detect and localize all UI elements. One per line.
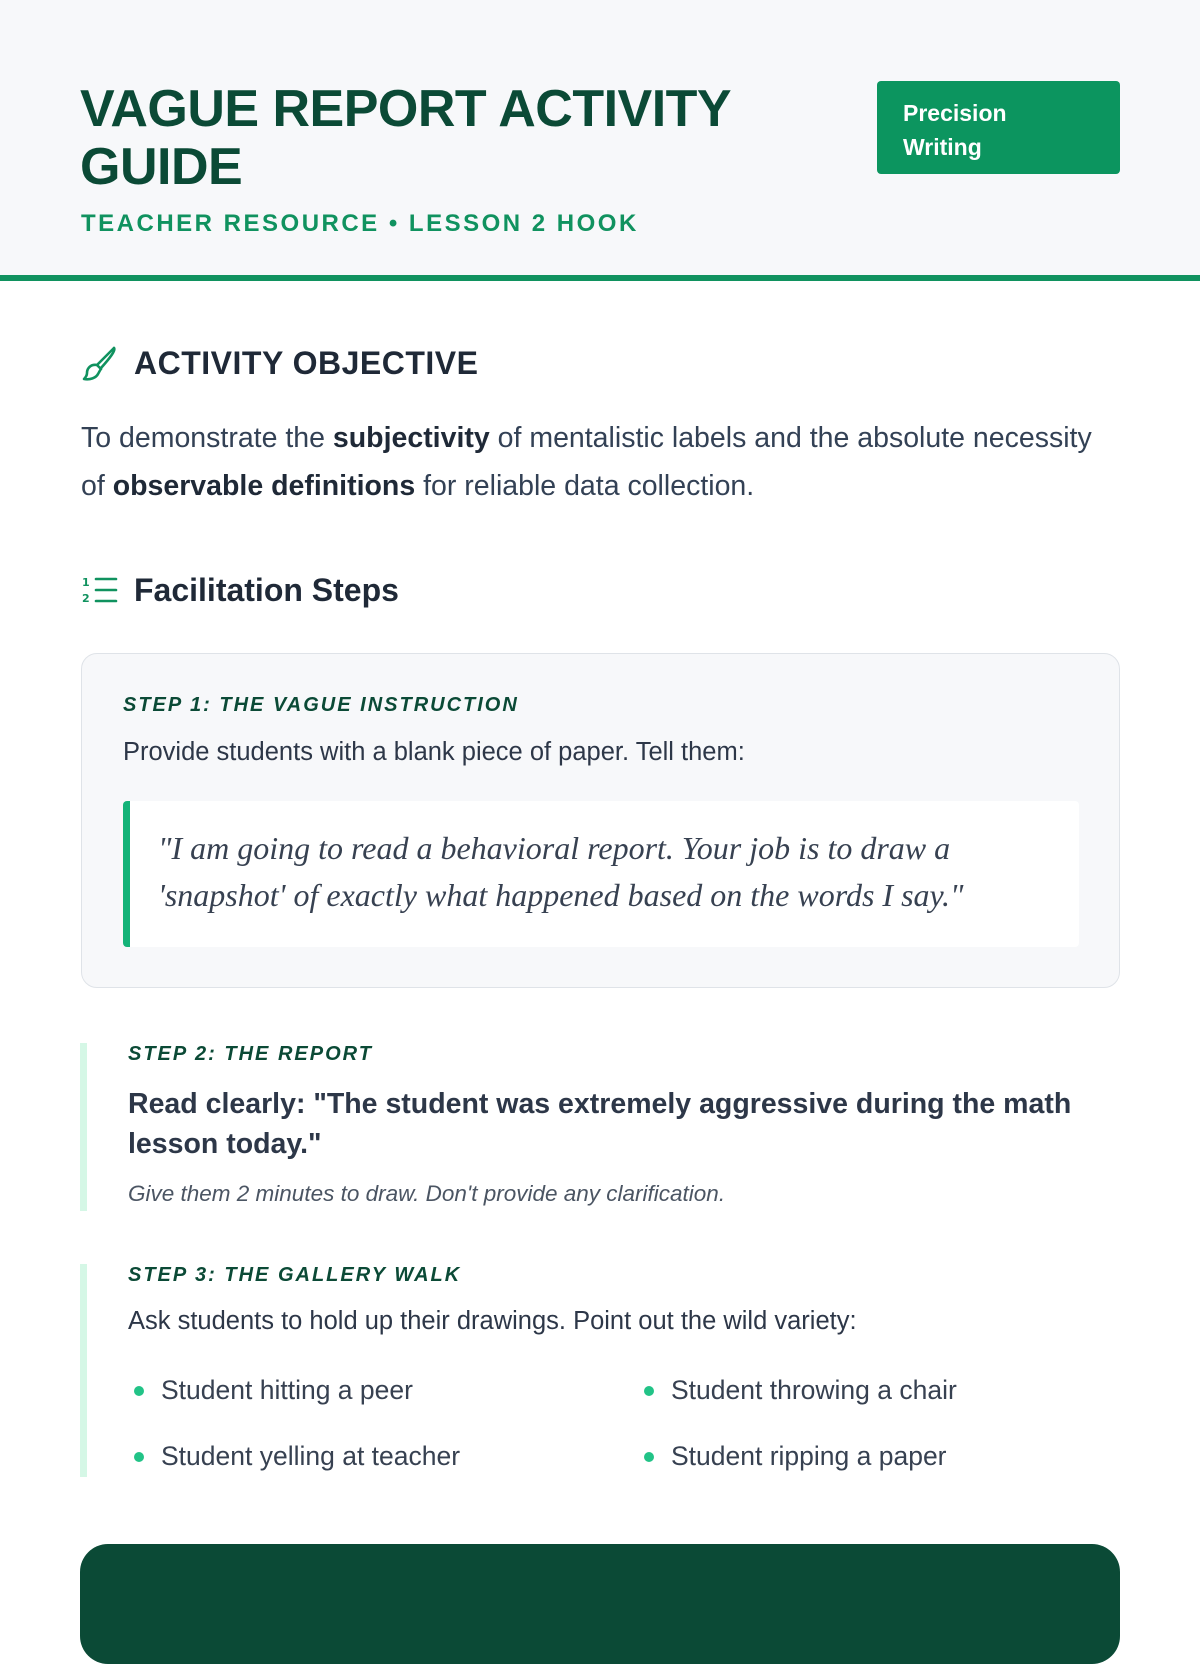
page-subtitle: TEACHER RESOURCE • LESSON 2 HOOK	[81, 210, 639, 237]
steps-heading-text: Facilitation Steps	[134, 571, 399, 608]
brush-icon	[80, 343, 120, 383]
step-1-quote: "I am going to read a behavioral report. Your job is to draw a 'snapshot' of exactly what happened based on the words I say."	[123, 801, 1079, 947]
steps-heading	[80, 570, 399, 610]
list-item	[134, 1441, 460, 1472]
list-item	[134, 1375, 413, 1406]
objective-text-part: of mentalistic labels and the absolute necessity of	[81, 422, 1092, 502]
step-2-note: Give them 2 minutes to draw. Don't provide any clarification.	[128, 1181, 726, 1206]
svg-text:2: 2	[82, 592, 90, 605]
list-item-text: Student ripping a paper	[671, 1441, 947, 1471]
badge-line-2: Writing	[903, 134, 982, 160]
step-2-instruction: Read clearly: "The student was extremely aggressive during the math lesson today."	[128, 1088, 1072, 1160]
step-2-label: STEP 2: THE REPORT	[128, 1043, 373, 1065]
step-3-description: Ask students to hold up their drawings. Point out the wild variety:	[128, 1307, 857, 1335]
step-3-label: STEP 3: THE GALLERY WALK	[128, 1264, 462, 1286]
numbered-list-icon	[80, 570, 120, 610]
bullet-dot-icon	[134, 1386, 144, 1396]
objective-heading-text: ACTIVITY OBJECTIVE	[134, 344, 479, 381]
objective-bold-term: observable definitions	[112, 470, 416, 502]
bullet-dot-icon	[644, 1452, 654, 1462]
objective-text	[81, 414, 1121, 510]
objective-text-part: for reliable data collection.	[415, 470, 755, 502]
page-header	[0, 0, 1200, 281]
step-2-section	[80, 1043, 1120, 1211]
badge-line-1: Precision	[903, 100, 1007, 126]
step-1-card	[81, 653, 1120, 988]
step-3-section	[80, 1264, 1120, 1477]
svg-text:1: 1	[82, 576, 90, 589]
objective-bold-term: subjectivity	[332, 422, 490, 454]
list-item-text: Student hitting a peer	[161, 1375, 413, 1405]
list-item	[644, 1375, 957, 1406]
bullet-dot-icon	[644, 1386, 654, 1396]
topic-badge	[877, 81, 1120, 174]
bullet-dot-icon	[134, 1452, 144, 1462]
objective-text-part: To demonstrate the	[81, 422, 333, 454]
next-section-card	[80, 1544, 1120, 1664]
step-1-description: Provide students with a blank piece of paper. Tell them:	[123, 738, 745, 766]
list-item-text: Student yelling at teacher	[161, 1441, 461, 1471]
list-item-text: Student throwing a chair	[671, 1375, 957, 1405]
objective-heading	[80, 343, 478, 383]
page-title: VAGUE REPORT ACTIVITY GUIDE	[80, 80, 731, 196]
step-1-label: STEP 1: THE VAGUE INSTRUCTION	[123, 694, 519, 716]
list-item	[644, 1441, 947, 1472]
